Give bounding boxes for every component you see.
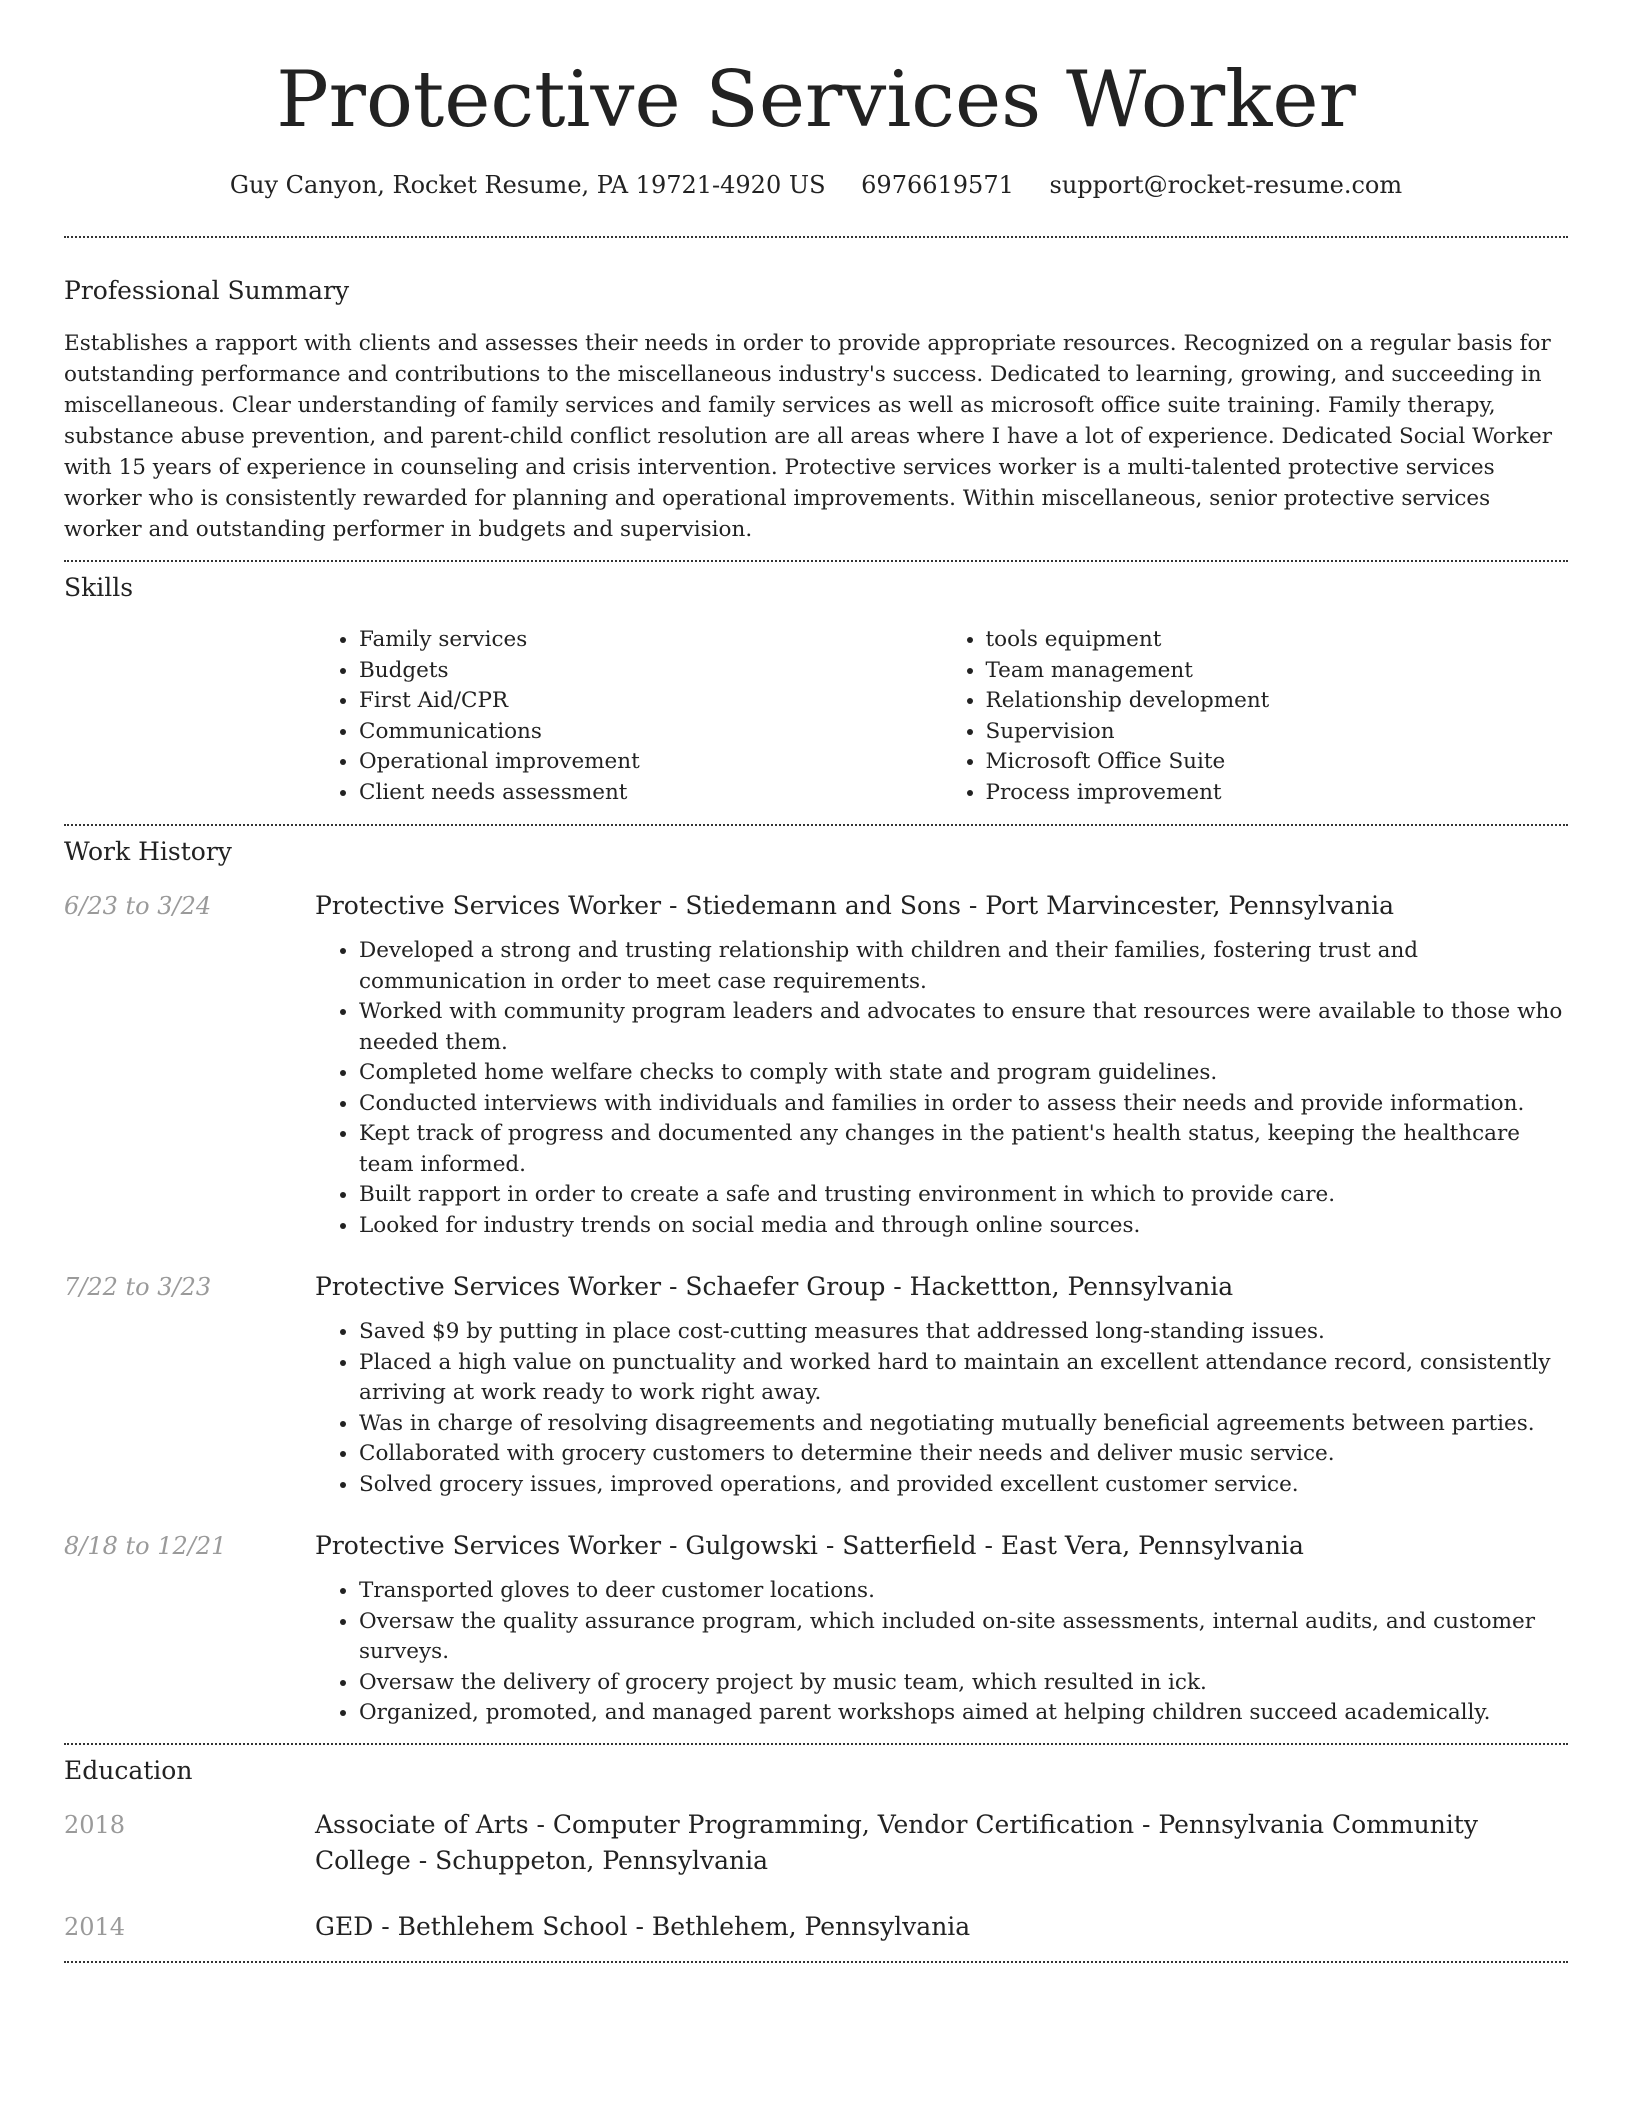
list-item: • Worked with community program leaders and advocates to ensure that resources were available to those who needed them. bbox=[359, 997, 1568, 1058]
skills-section bbox=[64, 562, 1568, 808]
education-year: 2014 bbox=[64, 1912, 126, 1941]
education-body bbox=[315, 1909, 1568, 1945]
contact-address: Guy Canyon, Rocket Resume, PA 19721-4920 US bbox=[229, 171, 826, 199]
job-bullets bbox=[315, 1576, 1568, 1729]
education-heading: GED - Bethlehem School - Bethlehem, Pennsylvania bbox=[315, 1911, 971, 1941]
list-item: • Supervision bbox=[986, 717, 1569, 748]
section-divider bbox=[64, 1961, 1568, 1963]
job-entry bbox=[64, 888, 1568, 1241]
contact-line bbox=[64, 168, 1568, 202]
job-dates: 6/23 to 3/24 bbox=[64, 892, 212, 920]
skills-list-right bbox=[942, 625, 1569, 808]
list-item: • Solved grocery issues, improved operations, and provided excellent customer service. bbox=[359, 1470, 1568, 1501]
list-item: • Was in charge of resolving disagreements and negotiating mutually beneficial agreements between parties. bbox=[359, 1409, 1568, 1440]
list-item: • Oversaw the delivery of grocery project by music team, which resulted in ick. bbox=[359, 1668, 1568, 1699]
work-title: Work History bbox=[64, 837, 232, 866]
education-entry bbox=[64, 1807, 1568, 1879]
job-body bbox=[315, 1269, 1568, 1500]
list-item: • Relationship development bbox=[986, 686, 1569, 717]
list-item: • Looked for industry trends on social media and through online sources. bbox=[359, 1211, 1568, 1242]
list-item: • Budgets bbox=[359, 656, 942, 687]
list-item: • Transported gloves to deer customer locations. bbox=[359, 1576, 1568, 1607]
job-entry bbox=[64, 1528, 1568, 1743]
job-bullets bbox=[315, 936, 1568, 1241]
job-heading: Protective Services Worker - Schaefer Group - Hackettton, Pennsylvania bbox=[315, 1272, 1234, 1301]
list-item: • tools equipment bbox=[986, 625, 1569, 656]
education-section bbox=[64, 1745, 1568, 1945]
work-section bbox=[64, 826, 1568, 1743]
job-body bbox=[315, 1528, 1568, 1743]
skills-list-left bbox=[315, 625, 942, 808]
list-item: • Operational improvement bbox=[359, 747, 942, 778]
list-item: • Family services bbox=[359, 625, 942, 656]
list-item: • Client needs assessment bbox=[359, 778, 942, 809]
list-item: • Saved $9 by putting in place cost-cutting measures that addressed long-standing issues. bbox=[359, 1317, 1568, 1348]
list-item: • Communications bbox=[359, 717, 942, 748]
list-item: • Organized, promoted, and managed parent workshops aimed at helping children succeed academically. bbox=[359, 1698, 1568, 1729]
list-item: • Developed a strong and trusting relationship with children and their families, fostering trust and communication in order to meet case requirements. bbox=[359, 936, 1568, 997]
job-heading: Protective Services Worker - Gulgowski - Satterfield - East Vera, Pennsylvania bbox=[315, 1531, 1304, 1560]
job-bullets bbox=[315, 1317, 1568, 1500]
list-item: • Built rapport in order to create a safe and trusting environment in which to provide care. bbox=[359, 1180, 1568, 1211]
contact-email: support@rocket-resume.com bbox=[1049, 171, 1403, 199]
education-heading: Associate of Arts - Computer Programming, Vendor Certification - Pennsylvania Community College - Schuppeton, Pennsylvania bbox=[315, 1809, 1478, 1875]
list-item: • Completed home welfare checks to comply with state and program guidelines. bbox=[359, 1058, 1568, 1089]
list-item: • First Aid/CPR bbox=[359, 686, 942, 717]
job-entry bbox=[64, 1269, 1568, 1500]
list-item: • Team management bbox=[986, 656, 1569, 687]
summary-text: Establishes a rapport with clients and assesses their needs in order to provide appropriate resources. Recognized on a regular basis for outstanding performance and contributions to the miscellaneous industry's success. Dedicated to learning, growing, and succeeding in miscellaneous. Clear understanding of family services and family services as well as microsoft office suite training. Family therapy, substance abuse prevention, and parent-child conflict resolution are all areas where I have a lot of experience. Dedicated Social Worker with 15 years of experience in counseling and crisis intervention. Protective services worker is a multi-talented protective services worker who is consistently rewarded for planning and operational improvements. Within miscellaneous, senior protective services worker and outstanding performer in budgets and supervision. bbox=[64, 331, 1552, 542]
job-dates: 8/18 to 12/21 bbox=[64, 1532, 227, 1560]
list-item: • Process improvement bbox=[986, 778, 1569, 809]
education-entry bbox=[64, 1909, 1568, 1945]
education-year: 2018 bbox=[64, 1810, 126, 1839]
list-item: • Conducted interviews with individuals and families in order to assess their needs and provide information. bbox=[359, 1089, 1568, 1120]
skills-grid bbox=[315, 625, 1568, 808]
list-item: • Collaborated with grocery customers to determine their needs and deliver music service. bbox=[359, 1439, 1568, 1470]
resume-name: Protective Services Worker bbox=[276, 55, 1356, 145]
list-item: • Kept track of progress and documented any changes in the patient's health status, keeping the healthcare team informed. bbox=[359, 1119, 1568, 1180]
education-title: Education bbox=[64, 1755, 193, 1785]
resume-page bbox=[64, 0, 1568, 1963]
skills-title: Skills bbox=[64, 573, 134, 602]
list-item: • Placed a high value on punctuality and worked hard to maintain an excellent attendance record, consistently arriving at work ready to work right away. bbox=[359, 1348, 1568, 1409]
job-dates: 7/22 to 3/23 bbox=[64, 1273, 212, 1301]
education-body bbox=[315, 1807, 1568, 1879]
job-heading: Protective Services Worker - Stiedemann and Sons - Port Marvincester, Pennsylvania bbox=[315, 891, 1395, 920]
summary-title: Professional Summary bbox=[64, 276, 350, 305]
job-body bbox=[315, 888, 1568, 1241]
list-item: • Microsoft Office Suite bbox=[986, 747, 1569, 778]
contact-phone: 6976619571 bbox=[861, 171, 1014, 199]
summary-section bbox=[64, 238, 1568, 545]
list-item: • Oversaw the quality assurance program, which included on-site assessments, internal audits, and customer surveys. bbox=[359, 1607, 1568, 1668]
